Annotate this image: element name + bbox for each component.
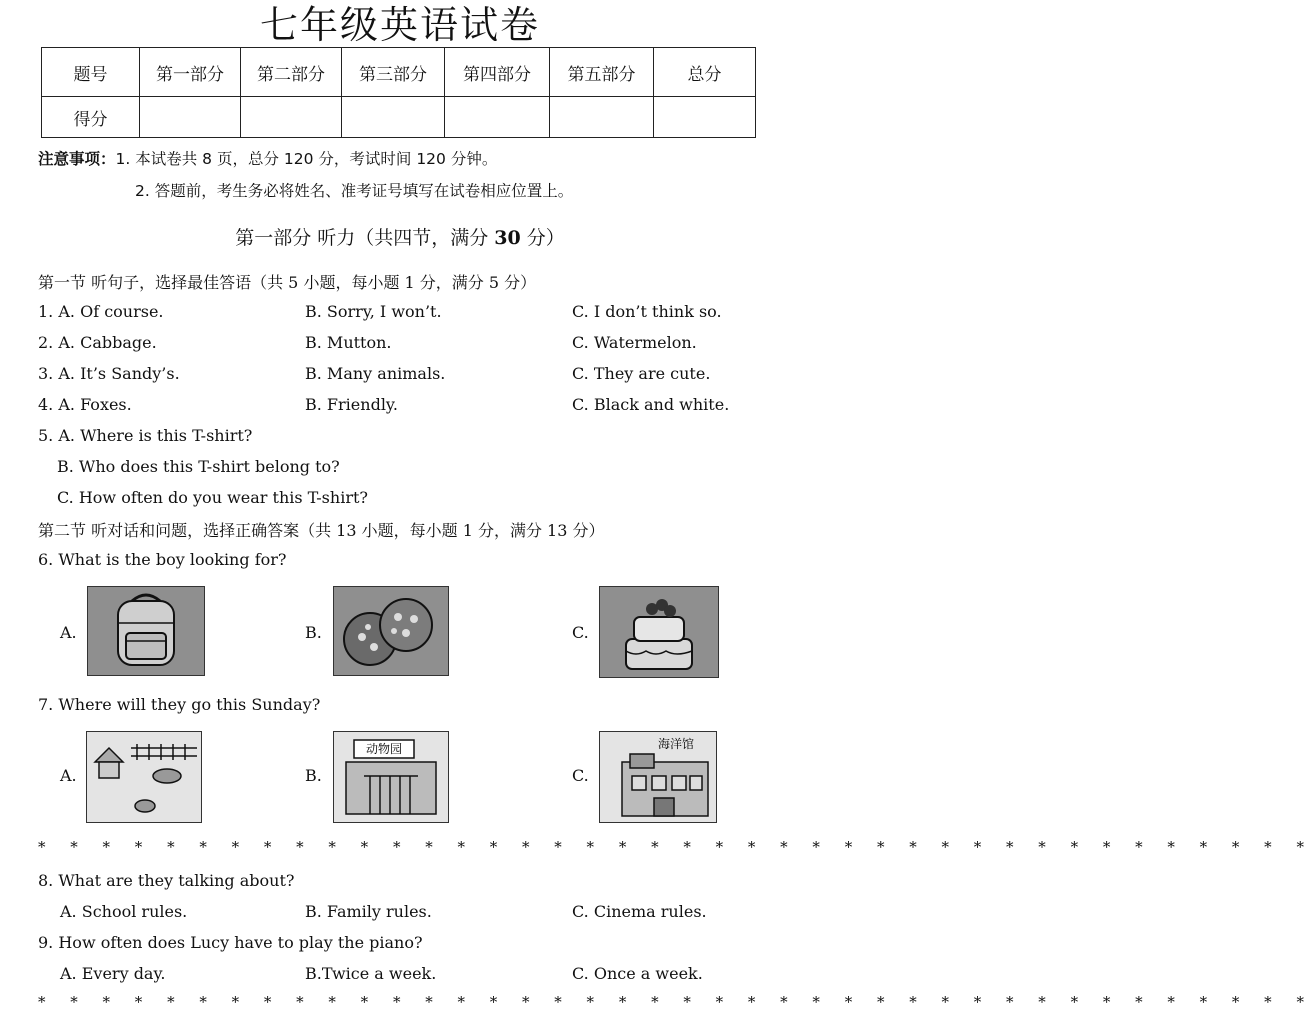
cookies-icon: [334, 587, 448, 675]
q8-option-a[interactable]: A. School rules.: [60, 902, 188, 921]
score-header-cell: 题号: [42, 48, 140, 97]
part1-title-text: 第一部分 听力（共四节，满分: [235, 227, 495, 249]
q8-option-b[interactable]: B. Family rules.: [305, 902, 432, 921]
zoo-image[interactable]: [333, 731, 449, 823]
farm-icon: [87, 732, 201, 822]
q3-option-a[interactable]: 3. A. It’s Sandy’s.: [38, 364, 180, 383]
q7-question: 7. Where will they go this Sunday?: [38, 695, 321, 714]
score-input-cell[interactable]: [654, 97, 756, 138]
q4-option-a[interactable]: 4. A. Foxes.: [38, 395, 132, 414]
section2-heading: 第二节 听对话和问题，选择正确答案（共 13 小题，每小题 1 分，满分 13 分）: [38, 521, 605, 540]
score-input-cell[interactable]: [550, 97, 654, 138]
score-header-cell: 第四部分: [445, 48, 550, 97]
cake-icon: [600, 587, 718, 677]
q3-option-b[interactable]: B. Many animals.: [305, 364, 446, 383]
notes-item-2: 2. 答题前，考生务必将姓名、准考证号填写在试卷相应位置上。: [135, 182, 574, 200]
q5-option-a[interactable]: 5. A. Where is this T-shirt?: [38, 426, 253, 445]
score-header-cell: 第五部分: [550, 48, 654, 97]
q6-option-c-label[interactable]: C.: [572, 623, 589, 642]
score-input-cell[interactable]: [445, 97, 550, 138]
q1-option-a[interactable]: 1. A. Of course.: [38, 302, 164, 321]
score-header-cell: 总分: [654, 48, 756, 97]
aquarium-icon: [600, 732, 716, 822]
q9-option-b[interactable]: B.Twice a week.: [305, 964, 437, 983]
q6-question: 6. What is the boy looking for?: [38, 550, 287, 569]
farm-image[interactable]: [86, 731, 202, 823]
q7-option-c-label[interactable]: C.: [572, 766, 589, 785]
score-header-cell: 第一部分: [140, 48, 241, 97]
q4-option-b[interactable]: B. Friendly.: [305, 395, 398, 414]
score-header-cell: 第二部分: [241, 48, 342, 97]
part1-score: 30: [494, 227, 521, 249]
score-header-cell: 第三部分: [342, 48, 445, 97]
q7-option-b-label[interactable]: B.: [305, 766, 322, 785]
q9-question: 9. How often does Lucy have to play the piano?: [38, 933, 423, 952]
cake-image[interactable]: [599, 586, 719, 678]
q2-option-c[interactable]: C. Watermelon.: [572, 333, 697, 352]
zoo-icon: [334, 732, 448, 822]
part1-title-suffix: 分）: [520, 227, 565, 249]
q9-option-c[interactable]: C. Once a week.: [572, 964, 703, 983]
score-input-cell[interactable]: [241, 97, 342, 138]
q9-option-a[interactable]: A. Every day.: [60, 964, 166, 983]
section1-heading: 第一节 听句子，选择最佳答语（共 5 小题，每小题 1 分，满分 5 分）: [38, 273, 537, 292]
backpack-icon: [88, 587, 204, 675]
q1-option-b[interactable]: B. Sorry, I won’t.: [305, 302, 442, 321]
backpack-image[interactable]: [87, 586, 205, 676]
notes-label: 注意事项：: [38, 150, 116, 168]
q2-option-a[interactable]: 2. A. Cabbage.: [38, 333, 157, 352]
page-title: 七年级英语试卷: [259, 3, 540, 47]
q4-option-c[interactable]: C. Black and white.: [572, 395, 730, 414]
score-row-label: 得分: [42, 97, 140, 138]
q3-option-c[interactable]: C. They are cute.: [572, 364, 711, 383]
score-input-cell[interactable]: [342, 97, 445, 138]
q8-question: 8. What are they talking about?: [38, 871, 295, 890]
q6-option-b-label[interactable]: B.: [305, 623, 322, 642]
q7-option-a-label[interactable]: A.: [60, 766, 77, 785]
q8-option-c[interactable]: C. Cinema rules.: [572, 902, 707, 921]
notes-item-1: 1. 本试卷共 8 页，总分 120 分，考试时间 120 分钟。: [115, 150, 498, 168]
separator-line-bottom: * * * * * * * * * * * * * * * * * * * * * * * * * * * * * * * * * * * * * * * *: [38, 993, 1314, 1011]
score-input-cell[interactable]: [140, 97, 241, 138]
aquarium-image[interactable]: [599, 731, 717, 823]
cookies-image[interactable]: [333, 586, 449, 676]
separator-line: * * * * * * * * * * * * * * * * * * * * * * * * * * * * * * * * * * * * * * * *: [38, 838, 1314, 856]
part1-title: [0, 223, 800, 250]
score-table: [41, 47, 756, 138]
aquarium-sign-text: 海洋馆: [657, 737, 695, 751]
q5-option-c[interactable]: C. How often do you wear this T-shirt?: [57, 488, 368, 507]
q2-option-b[interactable]: B. Mutton.: [305, 333, 392, 352]
zoo-sign-text: 动物园: [365, 742, 403, 756]
q6-option-a-label[interactable]: A.: [60, 623, 77, 642]
q1-option-c[interactable]: C. I don’t think so.: [572, 302, 722, 321]
q5-option-b[interactable]: B. Who does this T-shirt belong to?: [57, 457, 340, 476]
